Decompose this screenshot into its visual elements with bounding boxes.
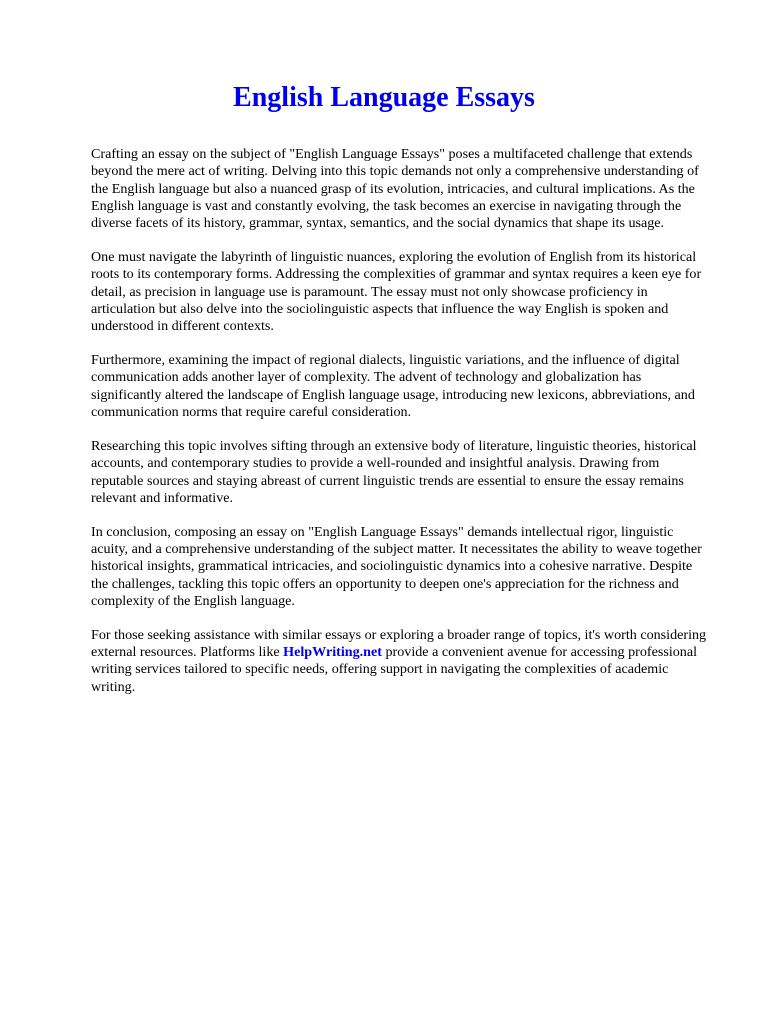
- paragraph-linguistic-nuances: One must navigate the labyrinth of linguistic nuances, exploring the evolution of English from its historical roots to its contemporary forms. Addressing the complexities of grammar and syntax requires a keen eye for detail, as precision in language use is paramount. The essay must not only showcase proficiency in articulation but also delve into the sociolinguistic aspects that influence the way English is spoken and understood in different contexts.: [91, 249, 702, 335]
- paragraph-intro: Crafting an essay on the subject of "English Language Essays" poses a multifaceted challenge that extends beyond the mere act of writing. Delving into this topic demands not only a comprehensive understanding of the English language but also a nuanced grasp of its evolution, intricacies, and cultural implications. As the English language is vast and constantly evolving, the task becomes an exercise in navigating through the diverse facets of its history, grammar, syntax, semantics, and the social dynamics that shape its usage.: [91, 146, 699, 232]
- paragraph-closing: [91, 627, 707, 696]
- paragraph-research: Researching this topic involves sifting through an extensive body of literature, linguistic theories, historical accounts, and contemporary studies to provide a well-rounded and insightful analysis. Drawing from reputable sources and staying abreast of current linguistic trends are essential to ensure the essay remains relevant and informative.: [91, 437, 697, 506]
- closing-text-before-link: For those seeking assistance with similar essays or exploring a broader range of topics, it's worth considering external resources. Platforms like: [91, 626, 707, 661]
- paragraph-conclusion: In conclusion, composing an essay on "English Language Essays" demands intellectual rigor, linguistic acuity, and a comprehensive understanding of the subject matter. It necessitates the ability to weave together historical insights, grammatical intricacies, and sociolinguistic dynamics into a cohesive narrative. Despite the challenges, tackling this topic offers an opportunity to deepen one's appreciation for the richness and complexity of the English language.: [91, 523, 702, 609]
- paragraph-regional-dialects: Furthermore, examining the impact of regional dialects, linguistic variations, and the influence of digital communication adds another layer of complexity. The advent of technology and globalization has significantly altered the landscape of English language usage, introducing new lexicons, abbreviations, and communication norms that require careful consideration.: [91, 352, 695, 421]
- page-title: English Language Essays: [233, 82, 535, 113]
- essay-body: [91, 146, 707, 713]
- helpwriting-link[interactable]: HelpWriting.net: [283, 644, 382, 661]
- closing-text-after-link: provide a convenient avenue for accessing professional writing services tailored to specific needs, offering support in navigating the complexities of academic writing.: [91, 644, 697, 695]
